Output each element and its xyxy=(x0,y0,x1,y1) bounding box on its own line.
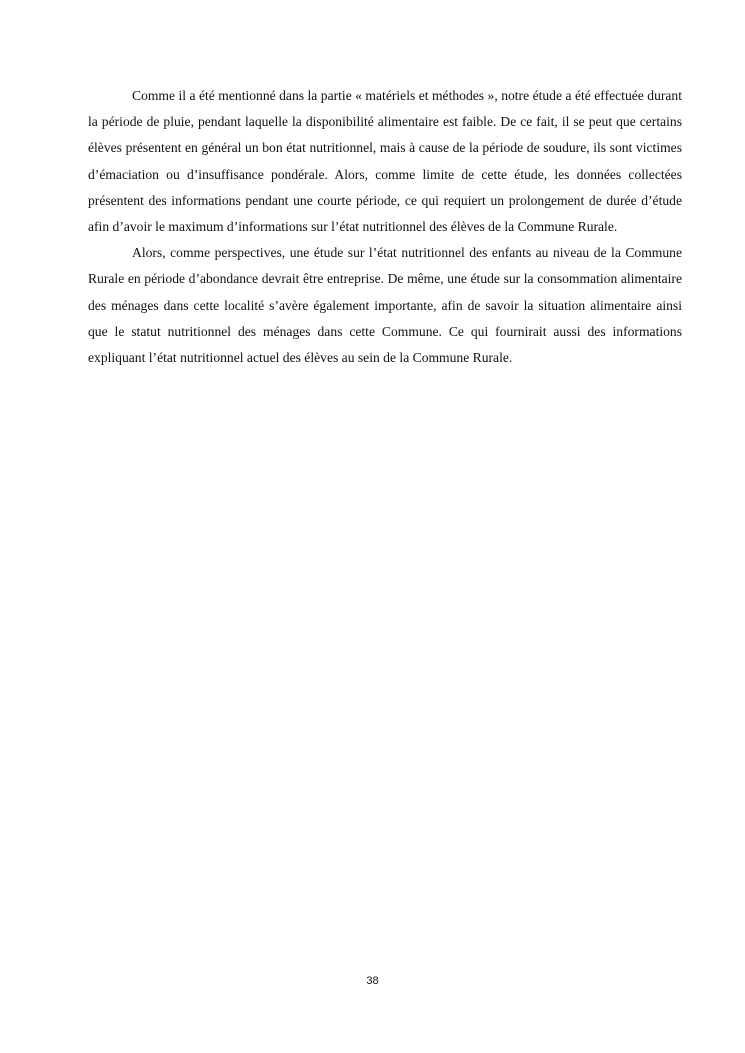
paragraph-limitations: Comme il a été mentionné dans la partie « matériels et méthodes », notre étude a été effectuée durant la période de pluie, pendant laquelle la disponibilité alimentaire est faible. De ce fait, il se peut que certains élèves présentent en général un bon état nutritionnel, mais à cause de la période de soudure, ils sont victimes d’émaciation ou d’insuffisance pondérale. Alors, comme limite de cette étude, les données collectées présentent des informations pendant une courte période, ce qui requiert un prolongement de durée d’étude afin d’avoir le maximum d’informations sur l’état nutritionnel des élèves de la Commune Rurale. xyxy=(88,88,682,235)
paragraph-perspectives: Alors, comme perspectives, une étude sur l’état nutritionnel des enfants au niveau de la Commune Rurale en période d’abondance devrait être entreprise. De même, une étude sur la consommation alimentaire des ménages dans cette localité s’avère également importante, afin de savoir la situation alimentaire ainsi que le statut nutritionnel des ménages dans cette Commune. Ce qui fournirait aussi des informations expliquant l’état nutritionnel actuel des élèves au sein de la Commune Rurale. xyxy=(88,245,682,366)
page-number: 38 xyxy=(366,975,379,987)
body-text xyxy=(88,83,682,371)
